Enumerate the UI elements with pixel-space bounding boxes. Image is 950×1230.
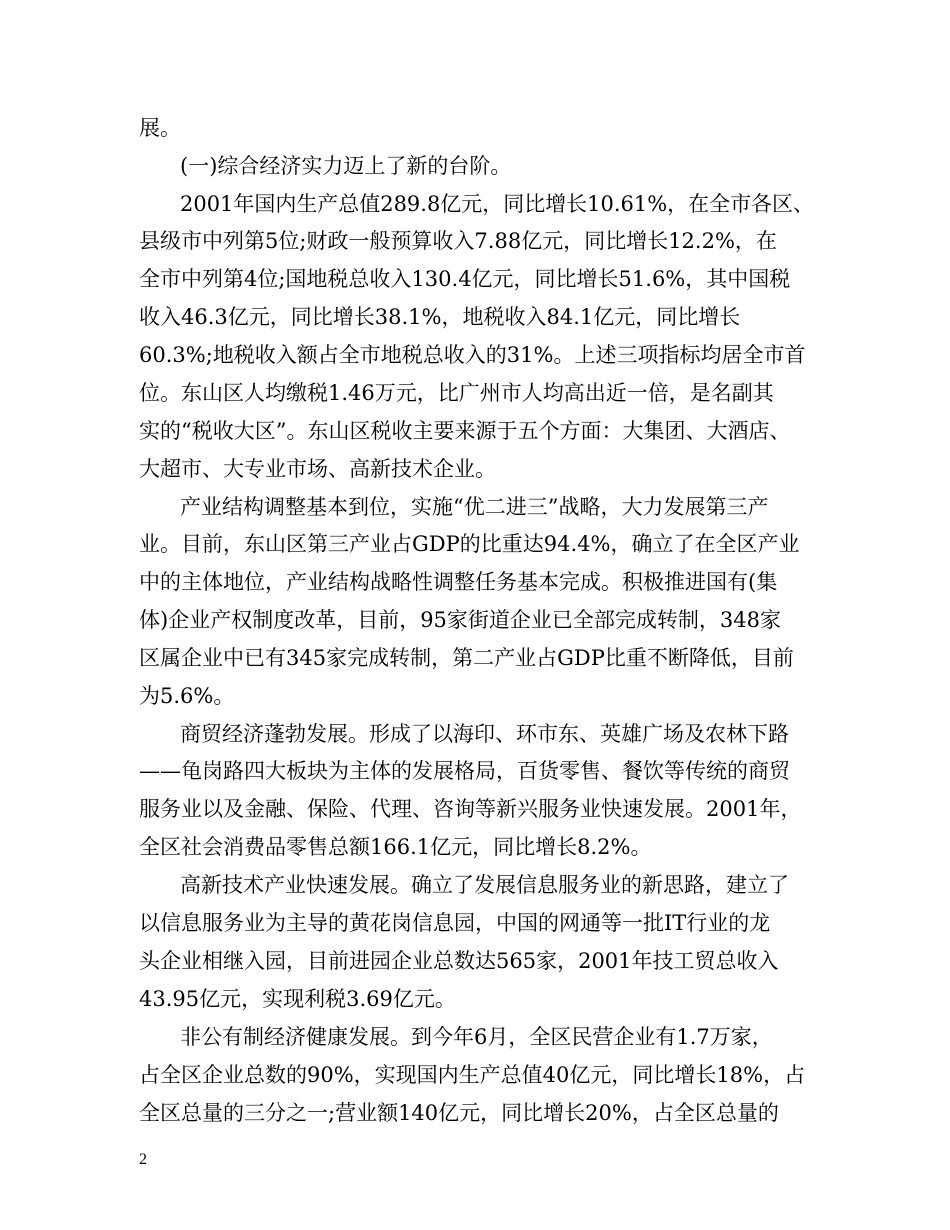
text-line: 业。目前，东山区第三产业占GDP的比重达94.4%，确立了在全区产业 xyxy=(139,532,800,556)
text-line: 服务业以及金融、保险、代理、咨询等新兴服务业快速发展。2001年， xyxy=(139,797,802,821)
text-line: 43.95亿元，实现利税3.69亿元。 xyxy=(139,987,456,1011)
text-line: 产业结构调整基本到位，实施“优二进三”战略，大力发展第三产 xyxy=(180,495,769,519)
text-line: 头企业相继入园，目前进园企业总数达565家，2001年技工贸总收入 xyxy=(139,949,779,973)
page-number: 2 xyxy=(139,1151,147,1168)
text-line: 收入46.3亿元，同比增长38.1%，地税收入84.1亿元，同比增长 xyxy=(139,305,741,329)
text-line: 县级市中列第5位;财政一般预算收入7.88亿元，同比增长12.2%，在 xyxy=(139,229,777,253)
text-line: 非公有制经济健康发展。到今年6月，全区民营企业有1.7万家， xyxy=(180,1025,773,1049)
text-line: 60.3%;地税收入额占全市地税总收入的31%。上述三项指标均居全市首 xyxy=(139,343,806,367)
text-line: 2001年国内生产总值289.8亿元，同比增长10.61%，在全市各区、 xyxy=(180,192,814,216)
text-line: 占全区企业总数的90%，实现国内生产总值40亿元，同比增长18%，占 xyxy=(139,1063,806,1087)
text-line: 位。东山区人均缴税1.46万元，比广州市人均高出近一倍，是名副其 xyxy=(139,381,774,405)
text-line: 全区社会消费品零售总额166.1亿元，同比增长8.2%。 xyxy=(139,835,652,859)
text-line: ——龟岗路四大板块为主体的发展格局，百货零售、餐饮等传统的商贸 xyxy=(139,759,790,783)
text-line: 展。 xyxy=(139,116,181,140)
text-line: 高新技术产业快速发展。确立了发展信息服务业的新思路，建立了 xyxy=(180,873,789,897)
text-line: 大超市、大专业市场、高新技术企业。 xyxy=(139,457,496,481)
text-line: 商贸经济蓬勃发展。形成了以海印、环市东、英雄广场及农林下路 xyxy=(180,722,789,746)
text-line: 全区总量的三分之一;营业额140亿元，同比增长20%，占全区总量的 xyxy=(139,1101,779,1125)
text-line: 全市中列第4位;国地税总收入130.4亿元，同比增长51.6%，其中国税 xyxy=(139,267,791,291)
text-line: 中的主体地位，产业结构战略性调整任务基本完成。积极推进国有(集 xyxy=(139,570,778,594)
text-line: (一)综合经济实力迈上了新的台阶。 xyxy=(180,154,512,178)
text-line: 体)企业产权制度改革，目前，95家街道企业已全部完成转制，348家 xyxy=(139,608,781,632)
text-line: 为5.6%。 xyxy=(139,684,235,708)
text-line: 实的“税收大区”。东山区税收主要来源于五个方面：大集团、大酒店、 xyxy=(139,419,791,443)
text-line: 区属企业中已有345家完成转制，第二产业占GDP比重不断降低，目前 xyxy=(139,646,794,670)
text-line: 以信息服务业为主导的黄花岗信息园，中国的网通等一批IT行业的龙 xyxy=(139,911,771,935)
